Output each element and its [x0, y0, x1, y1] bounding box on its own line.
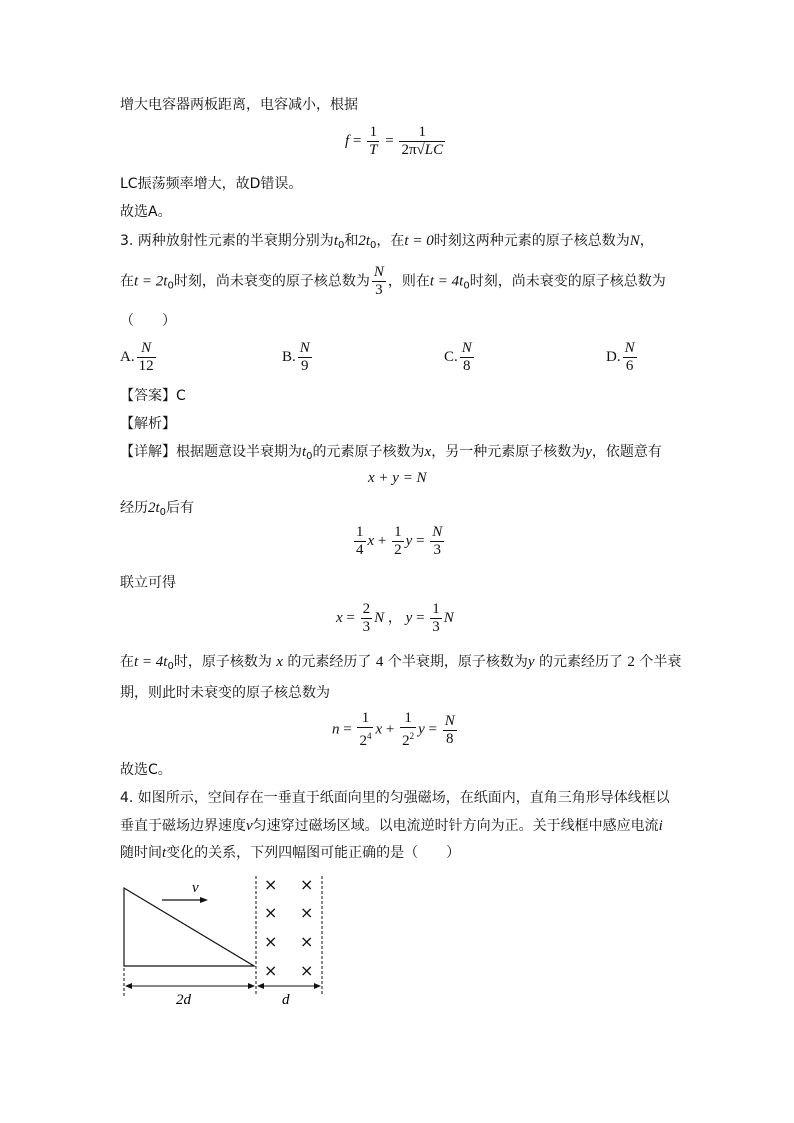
- equation-sum: x + y = N: [368, 470, 427, 486]
- field-cross-icon: ×: [300, 961, 314, 980]
- text-line: LC振荡频率增大，故D错误。: [120, 176, 303, 192]
- equation-frequency: f = $\frac{1}{T}$ = $\frac{1}{2\pi√LC}$: [345, 124, 444, 158]
- field-cross-icon: ×: [300, 932, 314, 951]
- question-3-line-1: 3. 两种放射性元素的半衰期分别为$t_0$和$2t_0$，在t = 0时刻这两种元素的原子核总数为N，: [120, 233, 654, 251]
- answer-bracket: （ ）: [120, 313, 176, 329]
- width-label-d: d: [282, 992, 290, 1008]
- text-line: 期，则此时未衰变的原子核总数为: [120, 685, 330, 701]
- text-line: 故选A。: [120, 204, 172, 220]
- analysis-label: 【解析】: [120, 416, 176, 432]
- equation-decay-2t0: $\frac{1}{4}$ x + $\frac{1}{2}$ y = $\frac{N}{3}$: [356, 524, 443, 558]
- option-c: C. $\frac{N}{8}$: [444, 340, 472, 374]
- equation-remaining: n = $\frac{1}{2^4}$ x + $\frac{1}{2^2}$ y = $\frac{N}{8}$: [332, 710, 455, 749]
- field-cross-icon: ×: [264, 875, 278, 894]
- width-label-2d: 2d: [176, 992, 191, 1008]
- option-a: A. $\frac{N}{12}$: [120, 340, 154, 374]
- text-line: 经历$2t_0$后有: [120, 500, 195, 518]
- option-d: D. $\frac{N}{6}$: [606, 340, 635, 374]
- answer-label: 【答案】C: [120, 388, 186, 404]
- detail-line: 【详解】根据题意设半衰期为$t_0$的元素原子核数为x，另一种元素原子核数为y，依题意有: [120, 444, 662, 462]
- text-line: 增大电容器两板距离，电容减小，根据: [120, 97, 358, 113]
- field-cross-icon: ×: [264, 961, 278, 980]
- magnetic-field-crosses: [264, 875, 313, 980]
- question-4-line-2: 垂直于磁场边界速度v匀速穿过磁场区域。以电流逆时针方向为正。关于线框中感应电流i: [120, 818, 663, 834]
- figure-triangle-field: [112, 868, 342, 1008]
- question-4-line-1: 4. 如图所示，空间存在一垂直于纸面向里的匀强磁场，在纸面内，直角三角形导体线框以: [120, 790, 670, 806]
- velocity-label: v: [192, 880, 199, 896]
- question-3-line-2: 在$t = 2t_0$时刻，尚未衰变的原子核总数为 $\frac{N}{3}$ ，则在$t = 4t_0$时刻，尚未衰变的原子核总数为: [120, 264, 666, 298]
- field-cross-icon: ×: [300, 903, 314, 922]
- field-cross-icon: ×: [264, 932, 278, 951]
- text-line: 联立可得: [120, 575, 176, 591]
- question-4-line-3: 随时间t变化的关系，下列四幅图可能正确的是（ ）: [120, 845, 461, 861]
- field-cross-icon: ×: [264, 903, 278, 922]
- field-cross-icon: ×: [300, 875, 314, 894]
- arrow-head-icon: [200, 897, 208, 903]
- text-line: 在$t = 4t_0$时，原子核数为 x 的元素经历了 4 个半衰期，原子核数为y 的元素经历了 2 个半衰: [120, 654, 682, 672]
- equation-solution: x = $\frac{2}{3}$ N ， y = $\frac{1}{3}$ N: [336, 601, 454, 635]
- text-line: 故选C。: [120, 762, 172, 778]
- option-b: B. $\frac{N}{9}$: [282, 340, 310, 374]
